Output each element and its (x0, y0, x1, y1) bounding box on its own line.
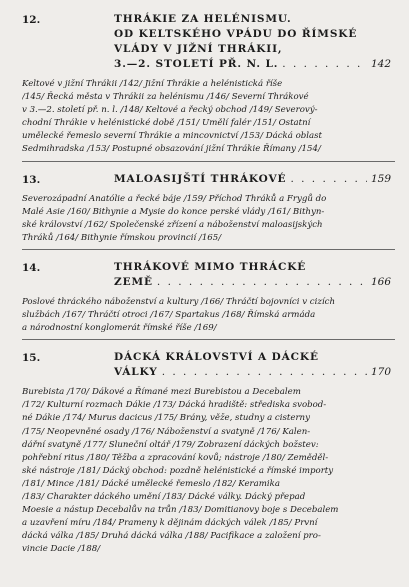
section-title-line: DÁCKÁ KRÁLOVSTVÍ A DÁCKÉ (114, 351, 319, 364)
leader-dots (157, 275, 367, 290)
section-title-line: 3.—2. STOLETÍ PŘ. N. L. (114, 58, 279, 70)
contents-line: /145/ Řecká města v Thrákii za helénismu /146/ Severní Thrákové (22, 92, 309, 103)
contents-line: dácká válka /185/ Druhá dácká válka /188/ Pacifikace a založení pro- (22, 531, 321, 542)
section-title-line: THRÁKIE ZA HELÉNISMU. (114, 13, 292, 25)
page-number: 159 (370, 172, 391, 185)
contents-line: dářní svatyně /177/ Sluneční oltář /179/ Zobrazení dáckých božstev: (22, 439, 319, 450)
section-title-line: VLÁDY V JIŽNÍ THRÁKII, (114, 43, 283, 55)
section-title-line: MALOASIJŠTÍ THRÁKOVÉ (114, 172, 287, 185)
section-contents (22, 296, 395, 335)
toc-section-14 (22, 260, 395, 340)
contents-line: Keltové v jižní Thrákii /142/ Jižní Thrákie a helénistická říše (22, 79, 283, 89)
section-title-last-line (114, 275, 391, 290)
contents-line: Moesie a nástup Decebalův na trůn /183/ Domitianovy boje s Decebalem (22, 505, 339, 516)
toc-section-15 (22, 350, 395, 556)
section-title-last-line (114, 57, 391, 72)
page-number: 166 (370, 275, 391, 288)
section-title (114, 172, 391, 187)
contents-line: ské království /162/ Společenské zřízení a náboženství maloasijských (22, 219, 323, 230)
section-number: 12. (22, 14, 41, 26)
section-number: 13. (22, 173, 41, 186)
section-divider (22, 249, 395, 250)
section-title-line: OD KELTSKÉHO VPÁDU DO ŘÍMSKÉ (114, 28, 358, 40)
section-title-line: ZEMĚ (114, 275, 153, 288)
leader-dots (162, 365, 367, 380)
section-contents (22, 193, 395, 245)
section-divider (22, 161, 395, 162)
section-title-line: THRÁKOVÉ MIMO THRÁCKÉ (114, 260, 307, 273)
section-number: 15. (22, 352, 41, 365)
toc-section-13 (22, 172, 395, 250)
contents-line: Severozápadní Anatólie a řecké báje /159/ Příchod Thráků a Frygů do (22, 193, 327, 204)
section-contents (22, 386, 395, 556)
section-title (114, 350, 391, 380)
contents-line: né Dákie /174/ Murus dacicus /175/ Brány, věže, studny a cisterny (22, 413, 310, 424)
page-number: 142 (370, 58, 391, 70)
contents-line: v 3.—2. století př. n. l. /148/ Keltové a řecký obchod /149/ Severový- (22, 105, 318, 116)
contents-line: Thráků /164/ Bithynie římskou provincií /165/ (22, 232, 222, 243)
leader-dots (282, 57, 367, 72)
contents-line: Poslové thráckého náboženství a kultury /166/ Thráčtí bojovníci v cizích (22, 296, 335, 307)
contents-line: /172/ Kulturní rozmach Dákie /173/ Dácká hradiště: střediska svobod- (22, 400, 327, 411)
page-number: 170 (370, 366, 391, 379)
contents-line: a národnostní konglomerát římské říše /169/ (22, 323, 217, 334)
contents-line: vincie Dacie /188/ (22, 544, 101, 555)
leader-dots (290, 172, 367, 187)
section-title-line: VÁLKY (114, 366, 158, 379)
contents-line: /175/ Neopevněné osady /176/ Náboženství a svatyně /176/ Kalen- (22, 426, 311, 437)
contents-line: Sedmihradska /153/ Postupné obsazování jižní Thrákie Římany /154/ (22, 144, 321, 155)
contents-line: Malé Asie /160/ Bithynie a Mysie do konce perské vlády /161/ Bithyn- (22, 206, 325, 217)
contents-line: /181/ Mince /181/ Dácké umělecké řemeslo /182/ Keramika (22, 478, 281, 489)
section-number: 14. (22, 261, 41, 274)
contents-line: chodní Thrákie v helénistické době /151/ Umělí falér /151/ Ostatní (22, 118, 311, 129)
section-title (114, 12, 391, 72)
toc-section-12 (22, 12, 395, 162)
contents-line: službách /167/ Thráčtí otroci /167/ Spartakus /168/ Římská armáda (22, 310, 316, 321)
contents-line: pohřební ritus /180/ Těžba a zpracování kovů; nástroje /180/ Zeměděl- (22, 452, 329, 463)
section-divider (22, 339, 395, 340)
contents-line: /183/ Charakter dáckého umění /183/ Dácké války. Dácký přepad (22, 491, 306, 502)
contents-line: Burebista /170/ Dákové a Římané mezi Burebistou a Decebalem (22, 387, 301, 398)
section-title (114, 260, 391, 290)
contents-line: a uzavření míru /184/ Prameny k dějinám dáckých válek /185/ První (22, 518, 318, 529)
contents-line: umělecké řemeslo severní Thrákie a mincovnictví /153/ Dácká oblast (22, 131, 323, 142)
section-title-last-line (114, 172, 391, 187)
section-title-last-line (114, 365, 391, 380)
contents-line: ské nástroje /181/ Dácký obchod: pozdně helénistické a římské importy (22, 465, 334, 476)
section-contents (22, 78, 395, 157)
